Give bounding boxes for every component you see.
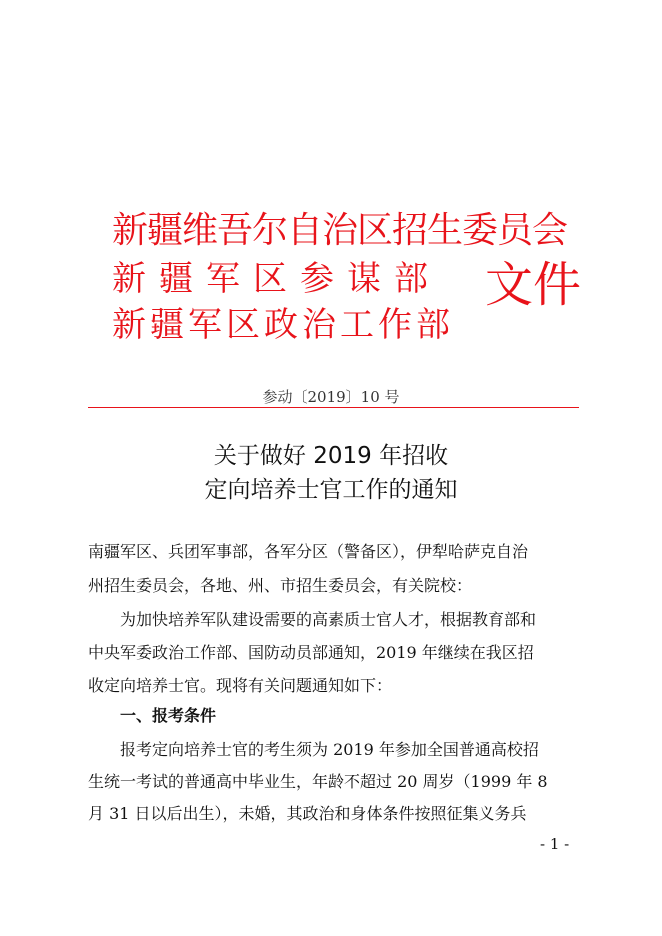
notice-title-line-1: 关于做好 2019 年招收 xyxy=(213,443,449,469)
page-number: - 1 - xyxy=(540,835,570,853)
doc-type-label: 文件 xyxy=(485,257,582,313)
issuer-line-3: 新疆军区政治工作部 xyxy=(112,305,454,345)
paragraph-2-line-3: 月 31 日以后出生），未婚，其政治和身体条件按照征集义务兵 xyxy=(88,804,527,823)
paragraph-2-line-2: 生统一考试的普通高中毕业生，年龄不超过 20 周岁（1999 年 8 xyxy=(88,772,548,791)
document-number: 参动〔2019〕10 号 xyxy=(262,388,400,406)
section-1-heading: 一、报考条件 xyxy=(120,706,217,725)
issuer-line-1: 新疆维吾尔自治区招生委员会 xyxy=(112,210,568,251)
paragraph-2-line-1: 报考定向培养士官的考生须为 2019 年参加全国普通高校招 xyxy=(120,740,539,759)
recipients-line-1: 南疆军区、兵团军事部，各军分区（警备区），伊犁哈萨克自治 xyxy=(88,542,529,561)
paragraph-1-line-2: 中央军委政治工作部、国防动员部通知，2019 年继续在我区招 xyxy=(88,643,534,662)
paragraph-1-line-3: 收定向培养士官。现将有关问题通知如下： xyxy=(88,676,393,695)
issuer-line-2: 新疆军区参谋部 xyxy=(112,259,441,299)
red-divider-line xyxy=(88,407,579,408)
recipients-line-2: 州招生委员会，各地、州、市招生委员会，有关院校： xyxy=(88,576,473,595)
notice-title-line-2: 定向培养士官工作的通知 xyxy=(204,477,458,503)
paragraph-1-line-1: 为加快培养军队建设需要的高素质士官人才，根据教育部和 xyxy=(120,610,537,629)
